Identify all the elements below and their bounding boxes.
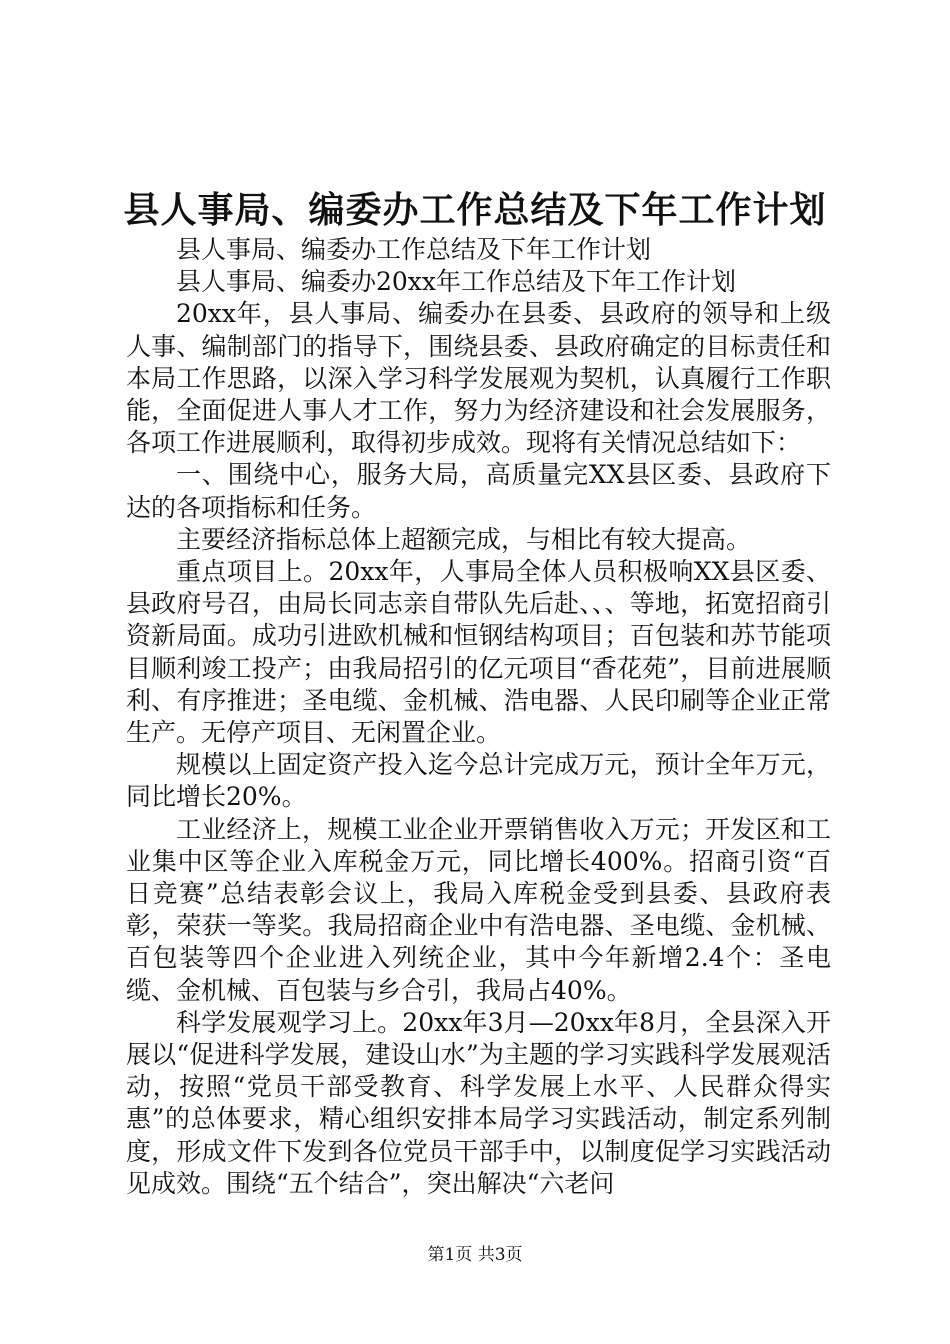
paragraph: 县人事局、编委办20xx年工作总结及下年工作计划 bbox=[176, 267, 737, 297]
paragraph: 县人事局、编委办工作总结及下年工作计划 bbox=[176, 235, 652, 264]
paragraph: 主要经济指标总体上超额完成，与相比有较大提高。 bbox=[176, 524, 752, 554]
paragraph: 20xx年，县人事局、编委办在县委、县政府的领导和上级人事、编制部门的指导下，围绕县委、县政府确定的目标责任和本局工作思路，以深入学习科学发展观为契机，认真履行工作职能，全面促进人事人才工作，努力为经济建设和社会发展服务，各项工作进展顺利，取得初步成效。现将有关情况总结如下： bbox=[126, 299, 831, 458]
page-number-footer: 第1页 共3页 bbox=[427, 1245, 523, 1265]
paragraph: 一、围绕中心，服务大局，高质量完XX县区委、县政府下达的各项指标和任务。 bbox=[126, 460, 831, 522]
paragraph: 科学发展观学习上。20xx年3月—20xx年8月，全县深入开展以“促进科学发展，建设山水”为主题的学习实践科学发展观活动，按照“党员干部受教育、科学发展上水平、人民群众得实惠”的总体要求，精心组织安排本局学习实践活动，制定系列制度，形成文件下发到各位党员干部手中，以制度促学习实践活动见成效。围绕“五个结合”，突出解决“六老问 bbox=[126, 1007, 831, 1198]
document-title: 县人事局、编委办工作总结及下年工作计划 bbox=[123, 189, 827, 231]
paragraph: 工业经济上，规模工业企业开票销售收入万元；开发区和工业集中区等企业入库税金万元，同比增长400%。招商引资“百日竞赛”总结表彰会议上，我局入库税金受到县委、县政府表彰，荣获一等奖。我局招商企业中有浩电器、圣电缆、金机械、百包装等四个企业进入列统企业，其中今年新增2.4个：圣电缆、金机械、百包装与乡合引，我局占40%。 bbox=[126, 814, 831, 1005]
paragraph: 重点项目上。20xx年，人事局全体人员积极响XX县区委、县政府号召，由局长同志亲自带队先后赴、、、等地，拓宽招商引资新局面。成功引进欧机械和恒钢结构项目；百包装和苏节能项目顺利竣工投产；由我局招引的亿元项目“香花苑”，目前进展顺利、有序推进；圣电缆、金机械、浩电器、人民印刷等企业正常生产。无停产项目、无闲置企业。 bbox=[126, 557, 831, 748]
paragraph: 规模以上固定资产投入迄今总计完成万元，预计全年万元，同比增长20%。 bbox=[126, 750, 831, 812]
document-body bbox=[126, 234, 831, 1200]
